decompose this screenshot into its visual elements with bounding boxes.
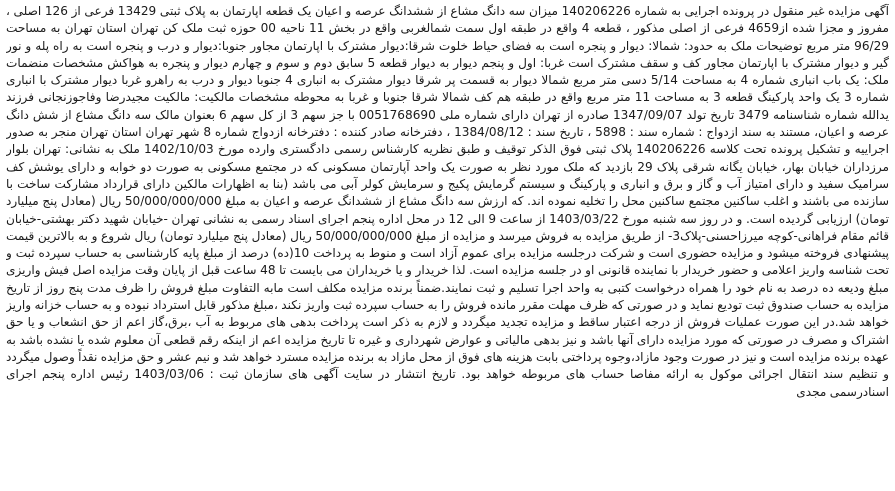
auction-notice-text: آگهی مزایده غیر منقول در پرونده اجرایی به شماره 140206226 میزان سه دانگ مشاع از ششدانگ عرصه و اعیان یک قطعه اپارتمان به پلاک ثبتی 13429 فرعی از 126 اصلی ، مفروز و مجزا شده از4659 فرعی از اصلی مذکور ، قطعه 4 واقع در طبقه اول سمت شمالغربی واقع در بخش 11 ناحیه 00 حوزه ثبت ملک کن تهران استان تهران به مساحت 96/29 متر مربع توضیحات ملک به حدود: شمالا: دیوار و پنجره است به فضای حیاط خلوت شرقا:دیوار مشترک با اپارتمان مجاور جنوبا:دیوار و درب و پنجره است به راه پله و نور گیر و دیوار مشترک با اپارتمان مجاور کف و سقف مشترک است غربا: اول و پنجم دیوار به دیوار قطعه 5 سابق دوم و سوم و چهارم دیوار و پنجره به هواکش مشخصات منضمات ملک: یک باب انباری شماره 4 به مساحت 5/14 دسی متر مربع شمالا دیوار به قسمت پر شرقا دیوار مشترک به انباری 4 جنوبا دیوار و درب به راهرو غربا دیوار مشترک با انباری شماره 3 یک واحد پارکینگ قطعه 3 به مساحت 11 متر مربع واقع در طبقه هم کف شمالا شرقا جنوبا و غربا به محوطه مشخصات مالکیت: مالکیت مجیدرضا وفاجوزنجانی فرزند یدالله شماره شناسنامه 3479 تاریخ تولد 1347/09/07 صادره از تهران دارای شماره ملی 0051768690 با جز سهم 3 از کل سهم 6 بعنوان مالک سه دانگ مشاع از شش دانگ عرصه و اعیان، مستند به سند ازدواج : شماره سند : 5898 ، تاریخ سند : 1384/08/12 ، دفترخانه صادر کننده : دفترخانه ازدواج شماره 8 شهر تهران استان تهران منجر به صدور اجراییه و تشکیل پرونده تحت کلاسه 140206226 پلاک ثبتی فوق الذکر توقیف و طبق نظریه کارشناس رسمی دادگستری وارده مورخ 1402/10/03 ملک به نشانی: تهران بلوار مرزداران خیابان بهار، خیابان یگانه شرقی پلاک 29 بازدید که ملک مورد نظر به صورت یک واحد آپارتمان مسکونی که در مجتمع مسکونی به صورت دو خوابه و دارای یوشش کف سرامیک سفید و دارای امتیاز آب و گاز و برق و انباری و پارکینگ و سیستم گرمایش پکیج و سرمایش کولر آبی می باشد (بنا به اظهارات مالکین دارای قرارداد مشارکت ساخت با سازنده می باشند و اغلب ساکنین مجتمع ساکنین محل را تخلیه نموده اند. که ارزش سه دانگ مشاع از ششدانگ عرصه و اعیان به مبلغ 50/000/000/000 ریال (معادل پنج میلیارد تومان) ارزیابی گردیده است. و در روز سه شنبه مورخ 1403/03/22 از ساعت 9 الی 12 در محل اداره پنجم اجرای اسناد رسمی به نشانی تهران -خیابان شهید دکتر بهشتی-خیابان قائم مقام فراهانی-کوچه میرزاحسنی-پلاک3- از طریق مزایده به فروش میرسد و مزایده از مبلغ 50/000/000/000 ریال (معادل پنج میلیارد تومان) ریال شروع و به بالاترین قیمت پیشنهادی فروخته میشود و مزایده حضوری است و شرکت درجلسه مزایده برای عموم آزاد است و منوط به پرداخت 10(ده) درصد از مبلغ پایه کارشناسی به حساب سپرده ثبت و تحت شناسه واریز اعلامی و حضور خریدار با نماینده قانونی او در جلسه مزایده است. لذا خریدار و یا خریداران می بایست تا 48 ساعت قبل از پایان وقت مزایده اصل فیش واریزی مبلغ ودیعه ده درصد به نام خود را همراه درخواست کتبی به واحد اجرا تسلیم و ثبت نمایند.ضمناً برنده مزایده مکلف است مابه التفاوت مبلغ فروش را ظرف مدت پنج روز از تاریخ مزایده به حساب صندوق ثبت تودیع نماید و در صورتی که ظرف مهلت مقرر مانده فروش را به حساب سپرده ثبت واریز نکند ،مبلغ مذکور قابل استرداد نبوده و به حساب خزانه واریز خواهد شد.در این صورت عملیات فروش از درجه اعتبار ساقط و مزایده تجدید میگردد و لازم به ذکر است پرداخت بدهی های مربوط به آب ،برق،گاز اعم از حق انشعاب و یا حق اشتراک و مصرف در صورتی که مورد مزایده دارای آنها باشد و نیز بدهی مالیاتی و عوارض شهرداری و غیره تا تاریخ مزایده اعم از اینکه رقم قطعی آن معلوم شده یا نشده باشد به عهده برنده مزایده است و نیز در صورت وجود مازاد،وجوه پرداختی بابت هزینه های فوق از محل مازاد به برنده مزایده مسترد خواهد شد و نیم عشر و حق مزایده نقداً وصول میگردد و تنظیم سند انتقال اجرائی موکول به ارائه مفاصا حساب های مربوطه خواهد بود. تاریخ انتشار در سایت آگهی های سازمان ثبت : 1403/03/06 رئیس اداره پنجم اجرای اسنادرسمی مجدی [6, 4, 889, 399]
